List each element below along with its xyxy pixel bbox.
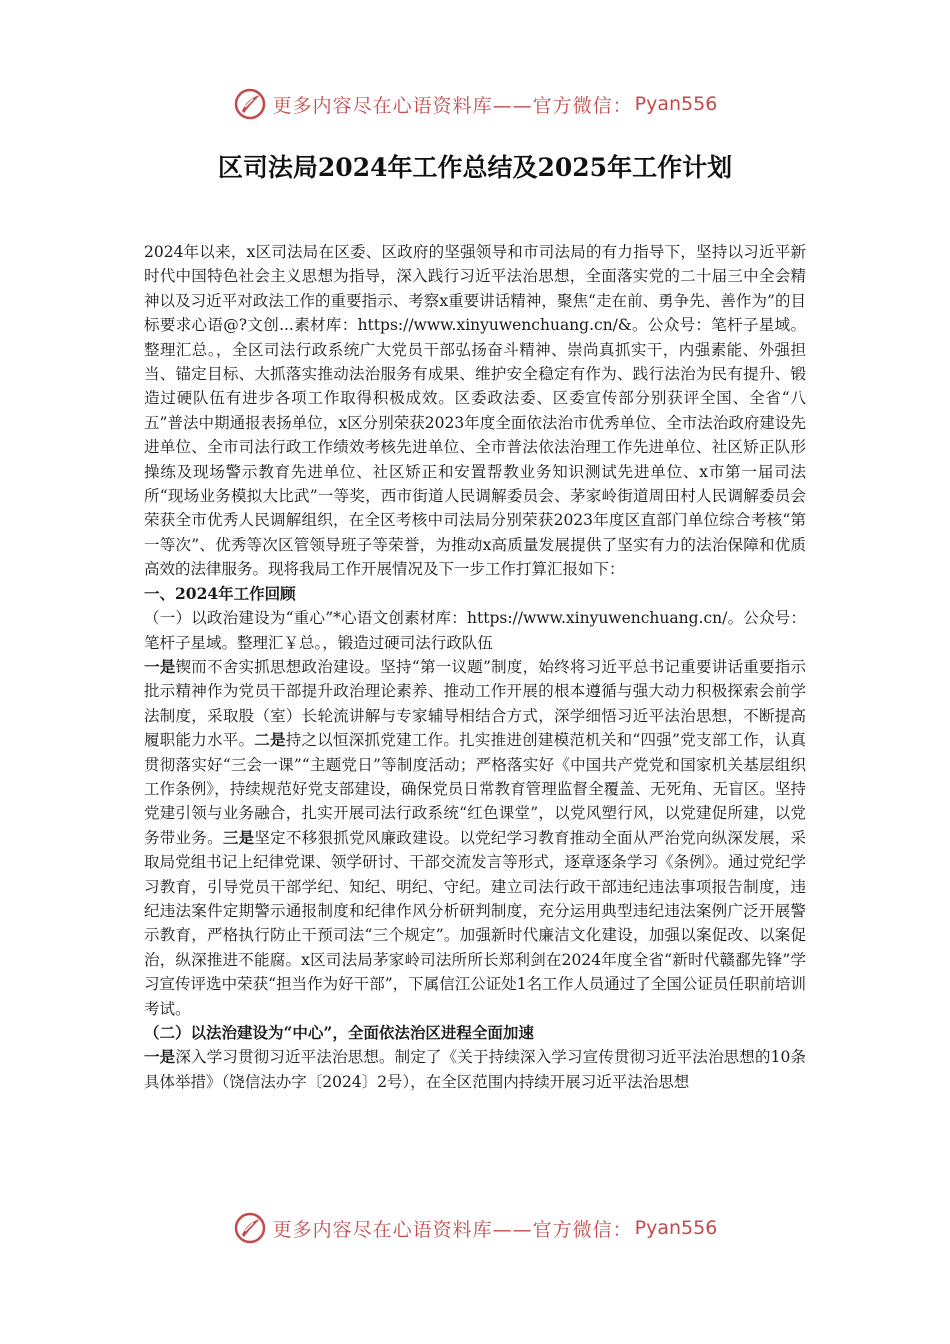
banner-text: 更多内容尽在心语资料库——官方微信： [272, 1218, 633, 1241]
document-body [144, 240, 806, 1094]
logo-icon [233, 1211, 267, 1245]
lead-marker-3: 三是 [222, 827, 255, 847]
banner-wechat-id: Pyan556 [634, 1217, 718, 1239]
paragraph-text: 锲而不舍实抓思想政治建设。坚持“第一议题”制度，始终将习近平总书记重要讲话重要指示批示精神作为党员干部提升政治理论素养、推动工作开展的根本遵循与强大动力积极探索会前学法制度，采取股（室）长轮流讲解与专家辅导相结合方式，深学细悟习近平法治思想，不断提高履职能力水平。 [144, 657, 806, 750]
body-paragraph-2 [144, 1045, 806, 1094]
paragraph-text: 持之以恒深抓党建工作。扎实推进创建模范机关和“四强”党支部工作，认真贯彻落实好“三会一课”“主题党日”等制度活动；严格落实好《中国共产党党和国家机关基层组织工作条例》，持续规范好党支部建设，确保党员日常教育管理监督全覆盖、无死角、无盲区。坚持党建引领与业务融合，扎实开展司法行政系统“红色课堂”，以党风塑行风，以党建促所建，以党务带业务。 [144, 731, 806, 847]
footer-watermark-banner [0, 1208, 950, 1248]
paragraph-text: 坚定不移狠抓党风廉政建设。以党纪学习教育推动全面从严治党向纵深发展，采取局党组书记上纪律党课、领学研讨、干部交流发言等形式，逐章逐条学习《条例》。通过党纪学习教育，引导党员干部学纪、知纪、明纪、守纪。建立司法行政干部违纪违法事项报告制度，违纪违法案件定期警示通报制度和纪律作风分析研判制度，充分运用典型违纪违法案例广泛开展警示教育，严格执行防止干预司法“三个规定”。加强新时代廉洁文化建设，加强以案促改、以案促治，纵深推进不能腐。x区司法局茅家岭司法所所长郑利剑在2024年度全省“新时代赣鄱先锋”学习宣传评选中荣获“担当作为好干部”，下属信江公证处1名工作人员通过了全国公证员任职前培训考试。 [144, 828, 806, 1018]
section-heading: 一、2024年工作回顾 [144, 583, 296, 603]
subsection-heading-1: （一）以政治建设为“重心”*心语文创素材库：https://www.xinyuwenchuang.cn/。公众号：笔杆子星域。整理汇￥总。，锻造过硬司法行政队伍 [144, 609, 806, 652]
banner-wechat-id: Pyan556 [634, 93, 718, 115]
subsection-heading-2: （二）以法治建设为“中心”，全面依法治区进程全面加速 [144, 1023, 534, 1042]
body-paragraph-1 [144, 655, 806, 1021]
lead-marker-2: 二是 [254, 730, 286, 750]
lead-marker-1: 一是 [144, 656, 176, 676]
document-title: 区司法局2024年工作总结及2025年工作计划 [217, 153, 733, 182]
banner-text: 更多内容尽在心语资料库——官方微信： [272, 94, 633, 117]
paragraph-text: 深入学习贯彻习近平法治思想。制定了《关于持续深入学习宣传贯彻习近平法治思想的10条具体举措》（饶信法办字〔2024〕2号），在全区范围内持续开展习近平法治思想 [144, 1048, 806, 1091]
intro-paragraph: 2024年以来，x区司法局在区委、区政府的坚强领导和市司法局的有力指导下，坚持以习近平新时代中国特色社会主义思想为指导，深入践行习近平法治思想，全面落实党的二十届三中全会精神以及习近平对政法工作的重要指示、考察x重要讲话精神，聚焦“走在前、勇争先、善作为”的目标要求心语@?文创...素材库：https://www.xinyuwenchuang.cn/&。公众号：笔杆子星域。整理汇总。，全区司法行政系统广大党员干部弘扬奋斗精神、崇尚真抓实干，内强素能、外强担当、锚定目标、大抓落实推动法治服务有成果、维护安全稳定有作为、践行法治为民有提升、锻造过硬队伍有进步各项工作取得积极成效。区委政法委、区委宣传部分别获评全国、全省“八五”普法中期通报表扬单位，x区分别荣获2023年度全面依法治市优秀单位、全市法治政府建设先进单位、全市司法行政工作绩效考核先进单位、全市普法依法治理工作先进单位、社区矫正队形操练及现场警示教育先进单位、社区矫正和安置帮教业务知识测试先进单位、x市第一届司法所“现场业务模拟大比武”一等奖，西市街道人民调解委员会、茅家岭街道周田村人民调解委员会荣获全市优秀人民调解组织，在全区考核中司法局分别荣获2023年度区直部门单位综合考核“第一等次”、优秀等次区管领导班子等荣誉，为推动x高质量发展提供了坚实有力的法治保障和优质高效的法律服务。现将我局工作开展情况及下一步工作打算汇报如下： [144, 243, 806, 579]
lead-marker-1: 一是 [144, 1047, 176, 1067]
header-watermark-banner [0, 84, 950, 124]
logo-icon [233, 87, 267, 121]
